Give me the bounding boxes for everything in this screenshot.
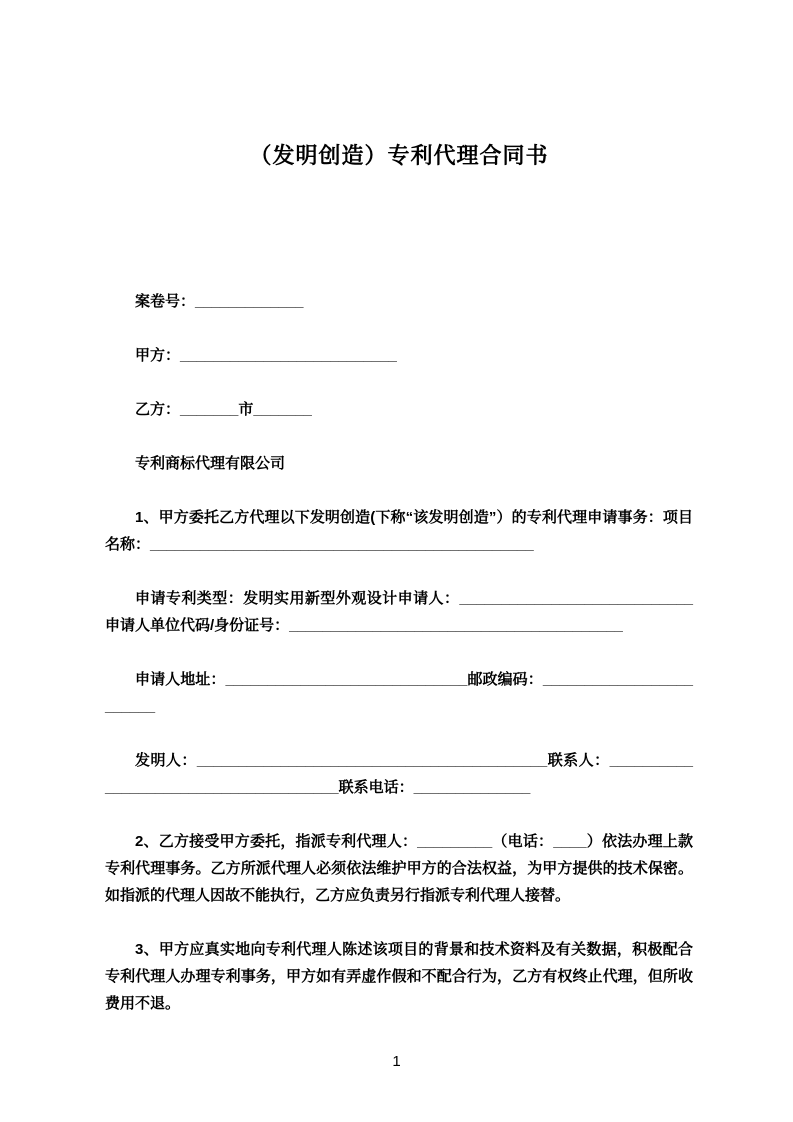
clause-inventor-contact: 发明人：__________________________________________联系人：______________________________________联系电话：______________ [105, 752, 693, 796]
party-a-line: 甲方：__________________________ [135, 347, 397, 364]
document-title: （发明创造）专利代理合同书 [249, 143, 549, 168]
page-number: 1 [392, 1053, 401, 1070]
clause-applicant-address: 申请人地址：_____________________________邮政编码：________________________ [105, 671, 693, 715]
party-b-line: 乙方：_______市_______ [135, 401, 312, 418]
case-number-line: 案卷号：_____________ [135, 293, 304, 310]
clause-1-entrustment: 1、甲方委托乙方代理以下发明创造(下称“该发明创造”）的专利代理申请事务：项目名称：______________________________________________ [105, 509, 693, 553]
clause-2-agent-assignment: 2、乙方接受甲方委托，指派专利代理人：_________（电话：____）依法办理上款专利代理事务。乙方所派代理人必须依法维护甲方的合法权益，为甲方提供的技术保密。如指派的代理人因故不能执行，乙方应负责另行指派专利代理人接替。 [105, 833, 693, 904]
agency-company-name-line: 专利商标代理有限公司 [135, 455, 286, 472]
clause-application-type: 申请专利类型：发明实用新型外观设计申请人：____________________________申请人单位代码/身份证号：________________________________________ [105, 590, 693, 634]
clause-3-party-a-obligations: 3、甲方应真实地向专利代理人陈述该项目的背景和技术资料及有关数据，积极配合专利代理人办理专利事务，甲方如有弄虚作假和不配合行为，乙方有权终止代理，但所收费用不退。 [105, 941, 693, 1012]
